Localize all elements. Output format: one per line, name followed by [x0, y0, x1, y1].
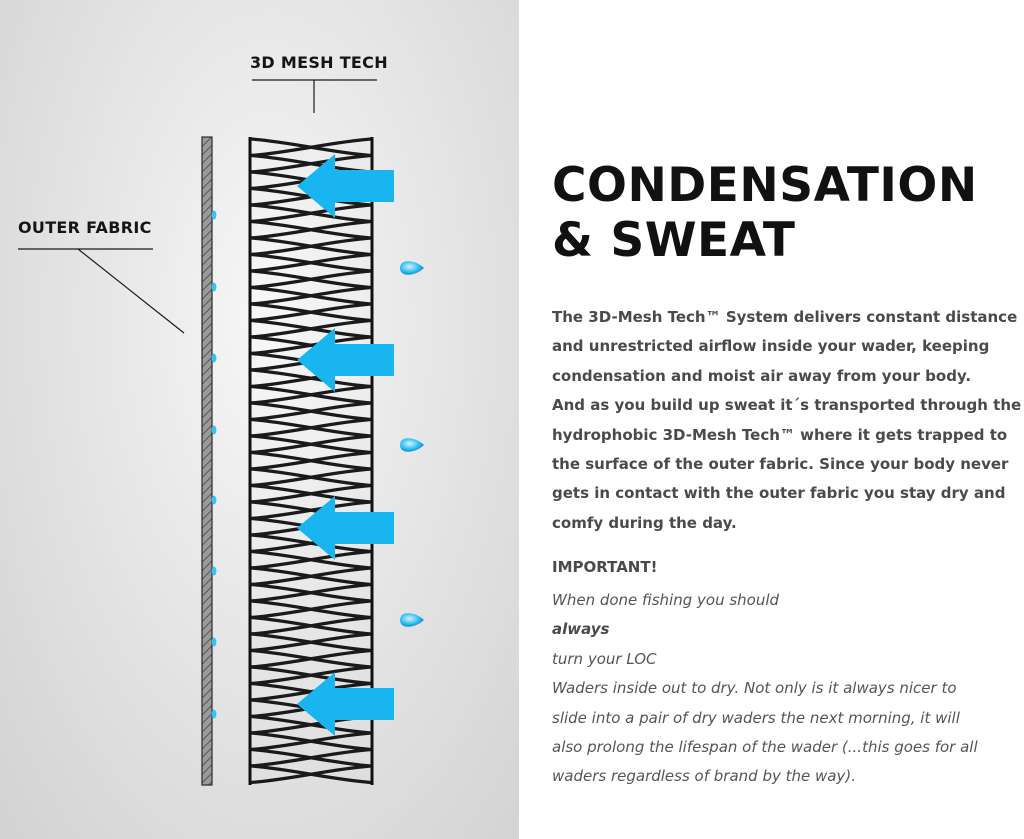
title-line-2: & SWEAT — [552, 213, 796, 268]
paragraph-line: gets in contact with the outer fabric you stay dry and — [552, 484, 1006, 503]
wall-droplet — [212, 567, 217, 576]
important-line: Waders inside out to dry. Not only is it always nicer to — [552, 679, 957, 698]
important-text-segment: When done fishing you should — [552, 591, 780, 609]
wall-droplet — [212, 354, 217, 363]
important-line: waders regardless of brand by the way). — [552, 767, 856, 786]
description-paragraph — [552, 303, 1020, 538]
mesh-weave — [251, 139, 371, 783]
important-line: also prolong the lifespan of the wader (...this goes for all — [552, 738, 978, 757]
important-heading: IMPORTANT! — [552, 558, 658, 576]
paragraph-line: the surface of the outer fabric. Since your body never — [552, 455, 1009, 474]
wall-droplet — [212, 283, 217, 292]
paragraph-line: and unrestricted airflow inside your wader, keeping — [552, 337, 990, 356]
sweat-droplets — [400, 261, 424, 627]
outer-label-leader — [78, 249, 184, 333]
important-text-segment: turn your LOC — [552, 649, 657, 668]
outer-fabric-layer — [202, 137, 212, 785]
important-line — [552, 586, 1022, 674]
paragraph-line: hydrophobic 3D-Mesh Tech™ where it gets trapped to — [552, 425, 1008, 444]
paragraph-line: And as you build up sweat it´s transported through the — [552, 396, 1022, 415]
wall-droplet — [212, 211, 217, 220]
important-note — [552, 586, 1022, 792]
wall-droplet — [212, 638, 217, 647]
wall-droplet — [212, 710, 217, 719]
page-title — [552, 158, 978, 268]
wall-droplet — [212, 496, 217, 505]
sweat-droplet — [400, 613, 424, 627]
paragraph-line: condensation and moist air away from your body. — [552, 366, 972, 385]
sweat-droplet — [400, 261, 424, 275]
label-3d-mesh-tech: 3D MESH TECH — [250, 53, 388, 72]
sweat-droplet — [400, 438, 424, 452]
paragraph-line: The 3D-Mesh Tech™ System delivers constant distance — [552, 308, 1018, 326]
label-outer-fabric: OUTER FABRIC — [18, 218, 152, 237]
important-line: slide into a pair of dry waders the next morning, it will — [552, 708, 960, 727]
wall-droplet — [212, 426, 217, 435]
article-panel — [519, 0, 1024, 839]
important-emphasis: always — [552, 620, 610, 639]
paragraph-line: comfy during the day. — [552, 513, 737, 532]
title-line-1: CONDENSATION — [552, 158, 978, 213]
